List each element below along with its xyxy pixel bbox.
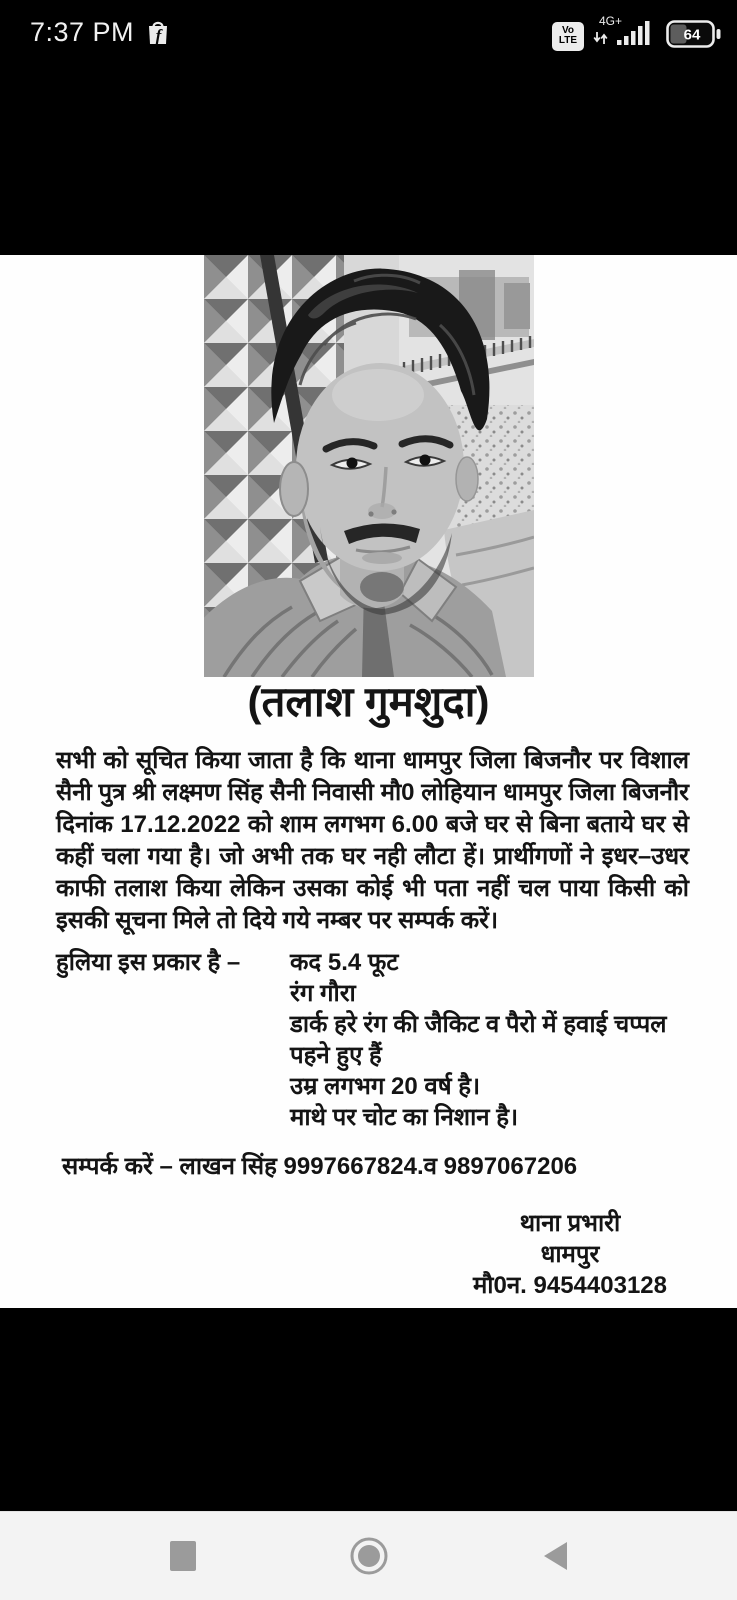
home-icon	[349, 1536, 389, 1576]
body-line: सैनी पुत्र श्री लक्ष्मण सिंह सैनी निवासी मौ0 लोहियान धामपुर जिला बिजनौर	[56, 779, 689, 806]
missing-person-photo	[204, 255, 534, 677]
body-line: काफी तलाश किया लेकिन उसका कोई भी पता नहीं चल पाया किसी को	[56, 875, 689, 902]
status-time: 7:37 PM	[30, 16, 135, 47]
signature-line: धामपुर	[540, 1241, 600, 1268]
poster-title: (तलाश गुमशुदा)	[247, 678, 490, 725]
description-item: डार्क हरे रंग की जैकिट व पैरो में हवाई चप्पल	[290, 1011, 667, 1038]
contact-line: सम्पर्क करें – लाखन सिंह 9997667824.व 9897067206	[62, 1153, 578, 1180]
signature-line: मौ0न. 9454403128	[472, 1272, 667, 1299]
signal-bars-icon	[617, 21, 651, 50]
data-arrows-icon	[593, 31, 608, 50]
volte-badge-icon	[552, 22, 584, 51]
network-type-label: 4G+	[599, 13, 623, 28]
description-item: रंग गौरा	[290, 980, 356, 1007]
signature-line: थाना प्रभारी	[519, 1210, 621, 1237]
svg-text:f: f	[155, 26, 162, 45]
description-label: हुलिया इस प्रकार है –	[56, 949, 241, 976]
shopping-bag-f-icon	[144, 17, 172, 47]
description-items	[290, 947, 667, 1133]
body-line: इसकी सूचना मिले तो दिये गये नम्बर पर सम्पर्क करें।	[56, 907, 499, 934]
body-line: कहीं चला गया है। जो अभी तक घर नही लौटा हें। प्रार्थीगणों ने इधर–उधर	[56, 843, 689, 870]
description-item: कद 5.4 फूट	[290, 949, 399, 976]
battery-percent: 64	[683, 26, 701, 43]
missing-person-poster	[0, 255, 737, 1308]
volte-badge-bottom: LTE	[558, 35, 578, 46]
description-item: माथे पर चोट का निशान है।	[290, 1104, 519, 1131]
body-line: दिनांक 17.12.2022 को शाम लगभग 6.00 बजे घर से बिना बताये घर से	[56, 811, 689, 838]
letterbox-bottom	[0, 1308, 737, 1511]
letterbox-top	[0, 64, 737, 255]
battery-icon	[666, 20, 721, 48]
recents-icon	[170, 1541, 196, 1571]
back-icon	[542, 1541, 568, 1571]
volte-badge-top: Vo	[561, 25, 575, 36]
home-button[interactable]	[346, 1533, 392, 1579]
network-indicator	[593, 14, 651, 51]
description-item: उम्र लगभग 20 वर्ष है।	[290, 1073, 481, 1100]
body-line: सभी को सूचित किया जाता है कि थाना धामपुर जिला बिजनौर पर विशाल	[56, 747, 689, 774]
android-nav-bar	[0, 1511, 737, 1600]
description-item: पहने हुए हैं	[290, 1042, 382, 1069]
poster-body	[0, 745, 737, 937]
signature-block	[473, 1208, 667, 1301]
description-section	[0, 947, 737, 1133]
recents-button[interactable]	[160, 1533, 206, 1579]
back-button[interactable]	[532, 1533, 578, 1579]
status-bar	[0, 0, 737, 64]
